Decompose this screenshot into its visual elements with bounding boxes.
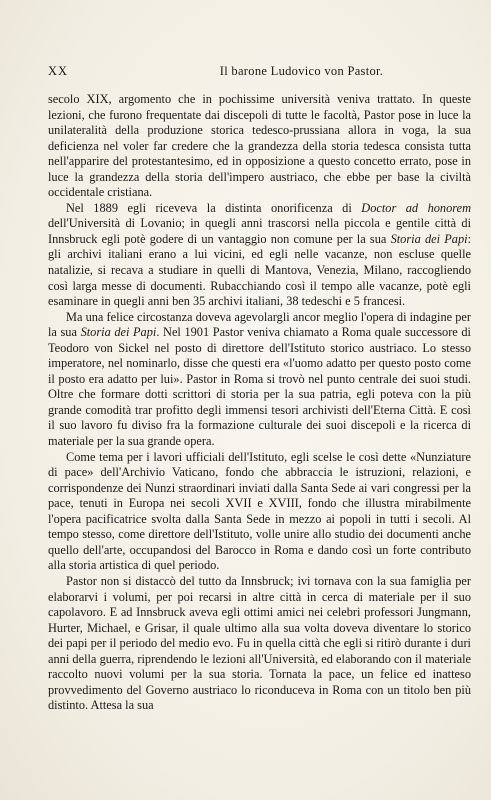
- paragraph: [48, 310, 471, 450]
- paragraph: [48, 450, 471, 574]
- text-run: secolo XIX, argomento che in pochissime università veniva trattato. In queste lezioni, che furono frequentate dai discepoli di tutte le facoltà, Pastor pose in luce la unilateralità della produzione storica tedesco-prussiana allora in voga, la sua deficienza nel voler far credere che la grandezza della storia tedesca consista tutta nell'apparire del protestantesimo, ed in opposizione a questo concetto errato, pose in luce la grandezza della storia dell'impero austriaco, che ebbe per base la civiltà occidentale cristiana.: [48, 92, 471, 200]
- italic-title: Storia dei Papi: [80, 325, 157, 340]
- paragraph: [48, 201, 471, 310]
- text-run: : gli archivi italiani erano a lui vicini, ed egli nelle vacanze, non escluse quelle natalizie, si recava a studiare in quelli di Mantova, Venezia, Milano, raccogliendo così larga messe di documenti. Rubacchiando così il tempo alle vacanze, potè egli esaminare in quegli anni ben 35 archivi italiani, 38 tedeschi e 5 francesi.: [48, 231, 471, 309]
- italic-title: Doctor ad honorem: [361, 200, 471, 215]
- text-run: . Nel 1901 Pastor veniva chiamato a Roma quale successore di Teodoro von Sickel nel posto di direttore dell'Istituto storico austriaco. Lo stesso imperatore, nel nominarlo, disse che questi era «l'uomo adatto per questo posto come il posto era adatto per lui». Pastor in Roma si trovò nel punto centrale dei suoi studi. Oltre che formare dotti scrittori di storia per la sua patria, egli poteva con la più grande comodità trar profitto degli immensi tesori archivisti dell'Eterna Città. E così il suo lavoro fu diviso fra la formazione culturale dei suoi discepoli e la ricerca di materiale per la sua grande opera.: [48, 325, 471, 449]
- running-title: Il barone Ludovico von Pastor.: [219, 64, 384, 78]
- text-run: dell'Università di Lovanio; in quegli anni trascorsi nella piccola e gentile città di Innsbruck egli potè godere di un vantaggio non comune per la sua: [48, 216, 471, 246]
- paragraph: [48, 92, 471, 201]
- page-number: XX: [48, 64, 69, 78]
- paragraph: [48, 574, 471, 714]
- text-run: Ma una felice circostanza doveva agevolargli ancor meglio l'opera di indagine per la sua: [48, 309, 471, 340]
- body-text: [48, 92, 471, 714]
- text-run: Nel 1889 egli riceveva la distinta onorificenza di: [66, 200, 362, 215]
- text-run: Pastor non si distaccò del tutto da Innsbruck; ivi tornava con la sua famiglia per elaborarvi i volumi, per poi recarsi in altre città in cerca di materiale per il suo capolavoro. E ad Innsbruck aveva egli ottimi amici nei celebri professori Jungmann, Hurter, Michael, e Grisar, il quale ultimo alla sua volta doveva diventare lo storico dei papi per il periodo del medio evo. Fu in quella città che egli si ritirò durante i duri anni della guerra, riprendendo le lezioni all'Università, ed elaborando con il materiale raccolto nuovi volumi per la sua storia. Tornata la pace, un felice ed inatteso provvedimento del Governo austriaco lo riconduceva in Roma con un titolo ben più distinto. Attesa la sua: [48, 573, 471, 713]
- italic-title: Storia dei Papi: [390, 231, 468, 246]
- text-run: Come tema per i lavori ufficiali dell'Istituto, egli scelse le così dette «Nunziature di pace» dell'Archivio Vaticano, fondo che abbraccia le istruzioni, relazioni, e corrispondenze dei Nunzi straordinari inviati dalla Santa Sede ai vari congressi per la pace, tenuti in Europa nei secoli XVII e XVIII, fondo che illustra mirabilmente l'opera pacificatrice svolta dalla Santa Sede in mezzo ai popoli in tutti i secoli. Al tempo stesso, come direttore dell'Istituto, volle unire allo studio dei documenti anche quello dell'arte, occupandosi del Barocco in Roma e dando così un forte contributo alla storia artistica di quel periodo.: [48, 449, 471, 573]
